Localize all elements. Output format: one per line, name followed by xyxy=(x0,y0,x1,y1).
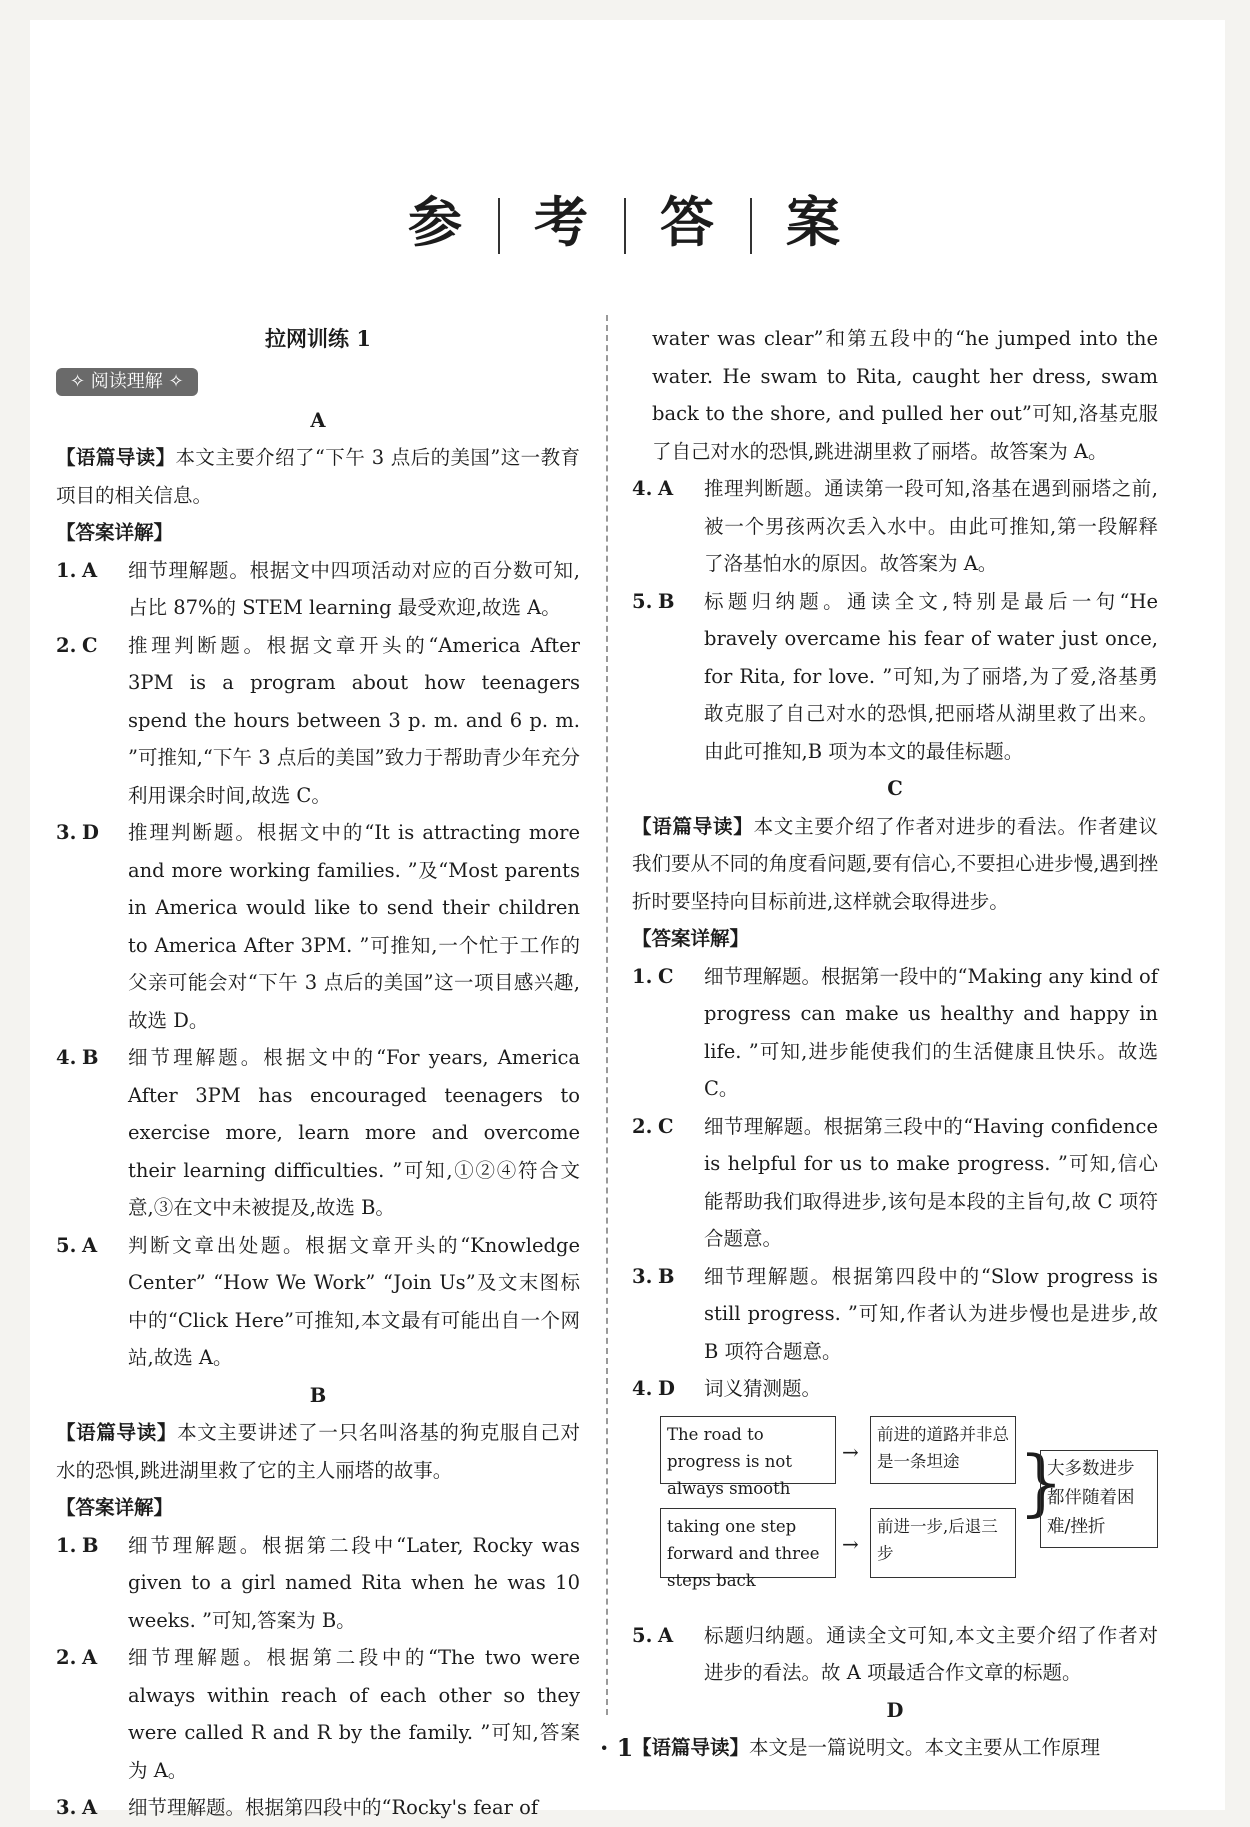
answer-item xyxy=(632,1258,1158,1371)
diagram-box-chinese: 前进一步,后退三步 xyxy=(870,1508,1016,1578)
answer-letter: B xyxy=(82,1046,99,1069)
answer-item xyxy=(56,814,580,1039)
detail-label: 【答案详解】 xyxy=(56,1496,174,1519)
right-column xyxy=(632,320,1158,1767)
answer-number: 4. xyxy=(56,1046,77,1069)
continuation-text: water was clear”和第五段中的“he jumped into the water. He swam to Rita, caught her dress, swam back to the shore, and pulled her out”可知,洛基克服了自己对水的恐惧,跳进湖里救了丽塔。故答案为 A。 xyxy=(652,327,1158,463)
answer-text: 细节理解题。根据第四段中的“Slow progress is still progress. ”可知,作者认为进步慢也是进步,故 B 项符合题意。 xyxy=(704,1264,1158,1363)
answer-number: 1. xyxy=(56,558,77,582)
answer-letter: C xyxy=(658,1114,674,1138)
title-char: 考 xyxy=(534,191,590,254)
answer-number: 5. xyxy=(632,589,653,613)
detail-label: 【答案详解】 xyxy=(632,927,750,950)
answer-text: 标题归纳题。通读全文,特别是最后一句“He bravely overcame his fear of water just once, for Rita, for love. ”可知,为了丽塔,为了爱,洛基勇敢克服了自己对水的恐惧,把丽塔从湖里救了出来。由此可推知,B 项为本文的最佳标题。 xyxy=(704,589,1158,763)
diagram-box-english: The road to progress is not always smooth xyxy=(660,1416,836,1484)
answer-list xyxy=(56,552,580,1377)
page-title xyxy=(0,180,1250,257)
answer-number: 3. xyxy=(632,1264,653,1288)
answer-text: 推理判断题。根据文章开头的“America After 3PM is a program about how teenagers spend the hours between 3 p. m. and 6 p. m. ”可推知,“下午 3 点后的美国”致力于帮助青少年充分利用课余时间,故选 C。 xyxy=(128,633,580,807)
answer-number: 2. xyxy=(56,1646,77,1669)
passage-letter: D xyxy=(886,1698,904,1722)
answer-item xyxy=(632,1370,1158,1408)
intro-text: 本文主要介绍了“下午 3 点后的美国”这一教育项目的相关信息。 xyxy=(56,446,580,507)
diagram-box-chinese: 前进的道路并非总是一条坦途 xyxy=(870,1416,1016,1484)
answer-text: 标题归纳题。通读全文可知,本文主要介绍了作者对进步的看法。故 A 项最适合作文章的标题。 xyxy=(704,1623,1158,1684)
brace-icon: } xyxy=(1018,1439,1064,1524)
answer-number: 2. xyxy=(56,633,77,657)
answer-text: 判断文章出处题。根据文章开头的“Knowledge Center” “How We Work” “Join Us”及文末图标中的“Click Here”可推知,本文最有可能出自一个网站,故选 A。 xyxy=(128,1233,580,1369)
answer-item xyxy=(632,583,1158,771)
answer-number: 4. xyxy=(632,477,653,500)
passage-letter: C xyxy=(887,777,903,800)
answer-letter: A xyxy=(82,1796,98,1819)
answer-text: 推理判断题。根据文中的“It is attracting more and more working families. ”及“Most parents in America would like to send their children to America After 3PM. ”可推知,一个忙于工作的父亲可能会对“下午 3 点后的美国”这一项目感兴趣,故选 D。 xyxy=(128,821,580,1032)
answer-text: 细节理解题。根据第四段中的“Rocky's fear of xyxy=(128,1796,539,1819)
answer-item xyxy=(632,958,1158,1108)
passage-letter: B xyxy=(309,1383,327,1407)
answer-text: 细节理解题。根据第二段中的“The two were always within reach of each other so they were called R and R by the family. ”可知,答案为 A。 xyxy=(128,1646,580,1782)
answer-letter: B xyxy=(82,1533,99,1557)
answer-number: 3. xyxy=(56,821,77,844)
intro-label: 【语篇导读】 xyxy=(632,1736,750,1759)
answer-item xyxy=(56,1789,580,1827)
diagram-box-english: taking one step forward and three steps back xyxy=(660,1508,836,1578)
progress-diagram xyxy=(632,1416,1158,1611)
title-char: 案 xyxy=(786,191,842,254)
answer-number: 3. xyxy=(56,1796,77,1819)
intro-text: 本文主要讲述了一只名叫洛基的狗克服自己对水的恐惧,跳进湖里救了它的主人丽塔的故事。 xyxy=(56,1421,580,1482)
detail-label: 【答案详解】 xyxy=(56,521,174,544)
passage-letter: A xyxy=(310,408,326,432)
answer-letter: C xyxy=(82,633,98,657)
answer-text: 细节理解题。根据第一段中的“Making any kind of progress can make us healthy and happy in life. ”可知,进步能使我们的生活健康且快乐。故选 C。 xyxy=(704,964,1159,1100)
answer-letter: B xyxy=(658,589,675,613)
title-char: 参 xyxy=(408,191,464,254)
answer-letter: A xyxy=(658,477,674,500)
answer-letter: C xyxy=(658,964,674,988)
answer-text: 细节理解题。根据文中四项活动对应的百分数可知,占比 87%的 STEM learning 最受欢迎,故选 A。 xyxy=(128,558,580,619)
answer-letter: D xyxy=(658,1377,675,1400)
answer-letter: A xyxy=(82,1646,98,1669)
answer-number: 5. xyxy=(56,1233,77,1257)
reading-badge: ✧ 阅读理解 ✧ xyxy=(56,368,198,396)
answer-letter: A xyxy=(82,1233,98,1257)
answer-text: 词义猜测题。 xyxy=(704,1377,822,1400)
answer-number: 1. xyxy=(56,1533,77,1557)
passage-intro xyxy=(56,439,580,514)
intro-label: 【语篇导读】 xyxy=(632,814,754,838)
answer-number: 2. xyxy=(632,1114,653,1138)
answer-item xyxy=(56,1639,580,1789)
intro-text: 本文是一篇说明文。本文主要从工作原理 xyxy=(749,1736,1101,1759)
answer-letter: A xyxy=(82,558,98,582)
answer-item xyxy=(632,1108,1158,1258)
answer-text: 细节理解题。根据文中的“For years, America After 3PM has encouraged teenagers to exercise more, learn more and overcome their learning difficulties. ”可知,①②④符合文意,③在文中未被提及,故选 B。 xyxy=(128,1046,580,1219)
answer-number: 5. xyxy=(632,1623,653,1647)
answer-letter: A xyxy=(658,1623,674,1647)
diagram-summary-box: 大多数进步都伴随着困难/挫折 xyxy=(1040,1450,1158,1548)
arrow-icon: → xyxy=(842,1439,859,1464)
answer-number: 4. xyxy=(632,1377,653,1400)
answer-letter: D xyxy=(82,821,99,844)
intro-text: 本文主要介绍了作者对进步的看法。作者建议我们要从不同的角度看问题,要有信心,不要担心进步慢,遇到挫折时要坚持向目标前进,这样就会取得进步。 xyxy=(632,814,1158,913)
intro-label: 【语篇导读】 xyxy=(56,1421,178,1444)
passage-intro xyxy=(56,1414,580,1489)
answer-item xyxy=(56,1039,580,1227)
title-char: 答 xyxy=(660,191,716,254)
answer-letter: B xyxy=(658,1264,675,1288)
answer-list xyxy=(56,1527,580,1827)
answer-item xyxy=(632,470,1158,583)
section-title: 拉网训练 1 xyxy=(265,326,371,351)
answer-number: 1. xyxy=(632,964,653,988)
intro-label: 【语篇导读】 xyxy=(56,446,176,469)
column-divider xyxy=(606,315,608,1715)
answer-text: 细节理解题。根据第二段中“Later, Rocky was given to a girl named Rita when he was 10 weeks. ”可知,答案为 B。 xyxy=(128,1533,580,1632)
left-column xyxy=(56,320,580,1827)
page-number: · 1 · xyxy=(599,1733,651,1762)
answer-item xyxy=(56,1527,580,1640)
answer-text: 细节理解题。根据第三段中的“Having confidence is helpful for us to make progress. ”可知,信心能帮助我们取得进步,该句是本段的主旨句,故 C 项符合题意。 xyxy=(704,1114,1158,1250)
passage-intro xyxy=(632,808,1158,921)
answer-text: 推理判断题。通读第一段可知,洛基在遇到丽塔之前,被一个男孩两次丢入水中。由此可推知,第一段解释了洛基怕水的原因。故答案为 A。 xyxy=(704,477,1158,575)
answer-item xyxy=(56,552,580,627)
answer-item xyxy=(56,627,580,815)
answer-item xyxy=(632,1617,1158,1692)
arrow-icon: → xyxy=(842,1531,859,1556)
answer-item xyxy=(56,1227,580,1377)
